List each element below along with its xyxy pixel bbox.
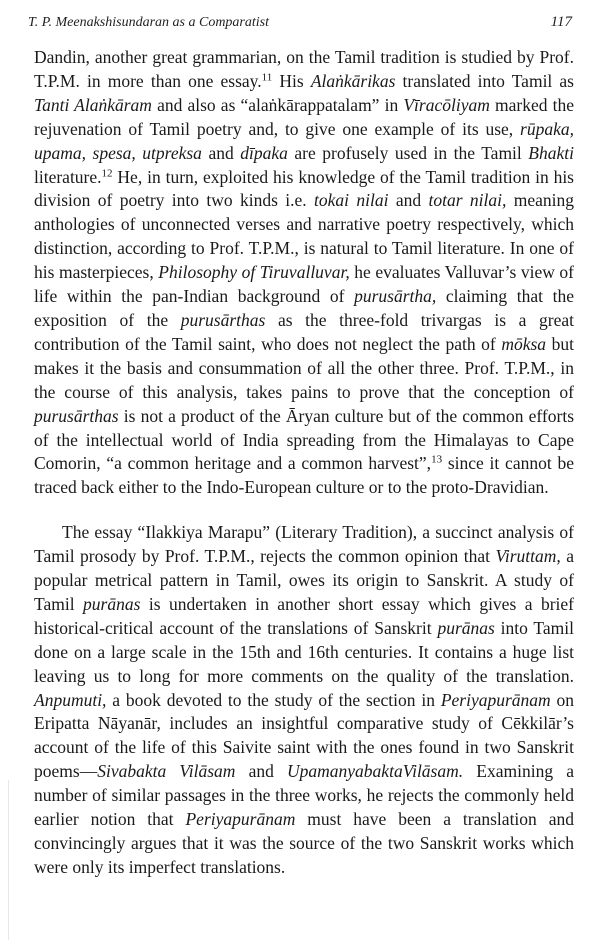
- text-run: His: [272, 70, 311, 91]
- italic-term: Sivabakta Vilāsam: [97, 761, 236, 782]
- italic-term: purusārtha,: [354, 286, 437, 307]
- italic-term: purusārthas: [180, 309, 266, 330]
- text-run: and also as “alaṅkārappatalam” in: [151, 94, 404, 115]
- italic-term: Viruttam,: [495, 546, 561, 567]
- text-run: a popular metrical pattern in Tamil, owes its origin to Sanskrit. A study of Tamil: [34, 546, 574, 614]
- italic-term: Alaṅkārikas: [310, 70, 396, 91]
- text-run: are profusely used in the Tamil: [287, 142, 529, 163]
- italic-term: tokai nilai: [314, 190, 389, 211]
- footnote-reference: 11: [261, 71, 273, 84]
- text-run: and: [388, 190, 429, 211]
- italic-term: rūpaka, upama, spesa, utpreksa: [34, 118, 574, 163]
- text-run: and: [235, 761, 288, 782]
- text-run: on Eripatta Nāyanār, includes an insightful comparative study of Cēkkilār’s account of the life of this Saivite saint with the ones found in two Sanskrit poems—: [34, 689, 575, 782]
- text-run: He, in turn, exploited his knowledge of the Tamil tradition in his division of poetry into two kinds i.e.: [34, 166, 574, 211]
- text-run: must have been a translation and convincingly argues that it was the source of the two Sanskrit works which were only its imperfect translations.: [34, 809, 574, 877]
- text-run: Dandin, another great grammarian, on the Tamil tradition is studied by Prof. T.P.M. in more than one essay.: [34, 47, 574, 91]
- text-run: meaning anthologies of unconnected verses and narrative poetry respectively, which distinction, according to Prof. T.P.M., is natural to Tamil literature. In one of his masterpieces,: [34, 190, 575, 283]
- footnote-reference: 12: [101, 166, 113, 179]
- italic-term: Bhakti: [528, 142, 574, 163]
- text-run: literature.: [34, 166, 102, 187]
- italic-term: Vīracōliyam: [403, 94, 490, 115]
- italic-term: purusārthas: [34, 405, 119, 426]
- italic-term: purānas: [437, 617, 495, 638]
- text-run: is not a product of the Āryan culture but of the common efforts of the intellectual world of India spreading from the Himalayas to Cape Comorin, “a common heritage and a common harvest”,: [34, 405, 574, 474]
- text-run: and: [201, 142, 241, 163]
- italic-term: totar nilai,: [428, 190, 507, 211]
- text-run: marked the rejuvenation of Tamil poetry and, to give one example of its use,: [34, 94, 574, 139]
- paragraph: [34, 521, 574, 880]
- body-text: [34, 46, 574, 880]
- italic-term: Tanti Alaṅkāram: [34, 94, 152, 115]
- text-run: but makes it the basis and consummation of all the other three. Prof. T.P.M., in the course of this analysis, takes pains to prove that the conception of: [34, 333, 574, 402]
- footnote-reference: 13: [431, 453, 443, 466]
- paragraph: [34, 46, 574, 500]
- page-number: 117: [550, 14, 572, 30]
- italic-term: dīpaka: [240, 142, 288, 163]
- text-run: into Tamil done on a large scale in the 15th and 16th centuries. It contains a huge list leaving us to long for more comments on the quality of the translation.: [34, 617, 574, 686]
- italic-term: UpamanyabaktaVilāsam.: [287, 761, 464, 782]
- text-run: Examining a number of similar passages in the three works, he rejects the commonly held earlier notion that: [34, 761, 575, 830]
- italic-term: Periyapurānam: [440, 689, 551, 710]
- italic-term: Periyapurānam: [185, 809, 296, 830]
- text-run: he evaluates Valluvar’s view of life within the pan-Indian background of: [34, 262, 574, 307]
- running-head-title: T. P. Meenakshisundaran as a Comparatist: [28, 15, 269, 30]
- text-run: The essay “Ilakkiya Marapu” (Literary Tradition), a succinct analysis of Tamil prosody by Prof. T.P.M., rejects the common opinion that: [34, 522, 574, 567]
- italic-term: purānas: [83, 593, 141, 614]
- text-run: is undertaken in another short essay which gives a brief historical-critical account of the translations of Sanskrit: [34, 593, 574, 638]
- margin-rule: [8, 780, 9, 940]
- text-run: claiming that the exposition of the: [34, 286, 574, 330]
- italic-term: Anpumuti,: [34, 689, 107, 710]
- text-run: translated into Tamil as: [395, 70, 574, 91]
- italic-term: mōksa: [501, 333, 547, 354]
- text-run: as the three-fold trivargas is a great contribution of the Tamil saint, who does not neglect the path of: [34, 309, 574, 354]
- running-head: [28, 14, 572, 36]
- text-run: since it cannot be traced back either to the Indo-European culture or to the proto-Dravidian.: [34, 453, 574, 498]
- text-run: a book devoted to the study of the section in: [106, 689, 441, 710]
- italic-term: Philosophy of Tiruvalluvar,: [158, 262, 350, 283]
